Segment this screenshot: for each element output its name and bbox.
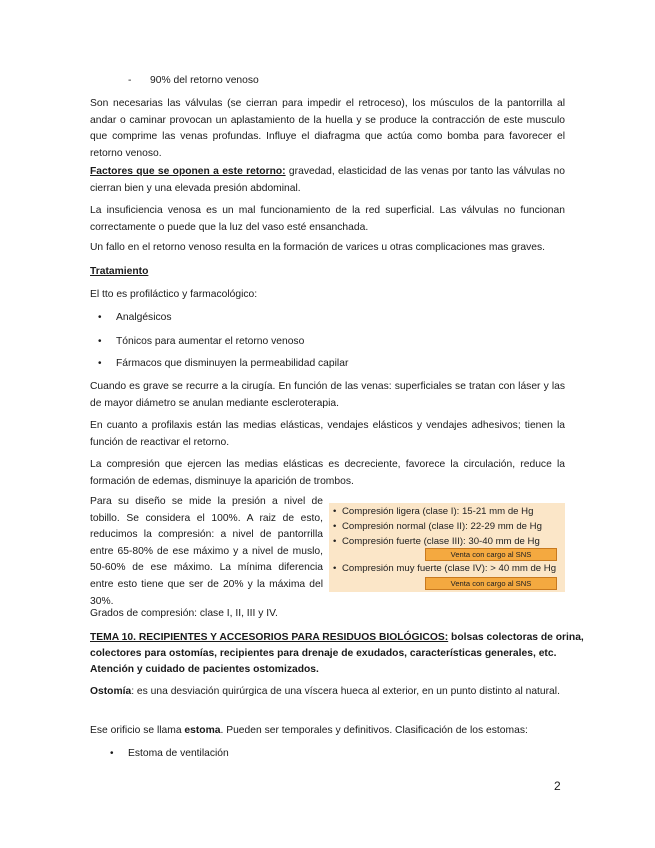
list-item-text: Estoma de ventilación <box>128 748 229 759</box>
compression-item <box>333 562 556 576</box>
sns-badge: Venta con cargo al SNS <box>425 548 557 561</box>
paragraph-tto: El tto es profiláctico y farmacológico: <box>90 289 258 300</box>
tema-rest: bolsas colectoras de orina, <box>448 632 584 643</box>
estoma-pre: Ese orificio se llama <box>90 725 185 736</box>
compression-item <box>333 505 533 519</box>
list-item-text: Fármacos que disminuyen la permeabilidad capilar <box>116 358 349 369</box>
paragraph-compresion: La compresión que ejercen las medias elásticas es decreciente, favorece la circulación, reduce la formación de edemas, disminuye la aparición de trombos. <box>90 459 565 487</box>
paragraph-cirugia: Cuando es grave se recurre a la cirugía. En función de las venas: superficiales se tratan con láser y las de mayor diámetro se anulan mediante escleroterapia. <box>90 381 565 409</box>
paragraph-insuficiencia: La insuficiencia venosa es un mal funcionamiento de la red superficial. Las válvulas no funcionan correctamente o puede que la luz del vaso esté ensanchada. <box>90 205 565 233</box>
compression-item <box>333 520 542 534</box>
tema-line-3: Atención y cuidado de pacientes ostomizados. <box>90 664 319 675</box>
dash-item-text: 90% del retorno venoso <box>150 75 259 86</box>
paragraph-valvulas: Son necesarias las válvulas (se cierran para impedir el retroceso), los músculos de la pantorrilla al andar o caminar provocan un aplastamiento de la huella y se produce la contracción de este musculo que comprime las venas profundas. Influye el diafragma que actúa como bomba para favorecer el retorno venoso. <box>90 98 565 159</box>
bullet-icon: • <box>333 506 337 517</box>
compression-item-text: Compresión ligera (clase I): 15-21 mm de Hg <box>342 506 534 517</box>
ostomia-term: Ostomía <box>90 686 132 697</box>
ostomia-text: : es una desviación quirúrgica de una víscera hueca al exterior, en un punto distinto al natural. <box>131 686 560 697</box>
paragraph-ostomia <box>90 684 565 701</box>
bullet-icon: • <box>333 536 337 547</box>
dash-list-item <box>128 73 259 90</box>
paragraph-diseno: Para su diseño se mide la presión a nivel de tobillo. Se considera el 100%. A raiz de esto, reducimos la compresión: a nivel de pantorrilla entre 65-80% de ese máximo y a nivel de muslo, 50-60% de ese máximo. La mínima diferencia entre esto tiene que ser de 20% y la máxima del 30%. <box>90 496 323 607</box>
list-item-text: Analgésicos <box>116 312 172 323</box>
sns-badge: Venta con cargo al SNS <box>425 577 557 590</box>
compression-item <box>333 535 540 549</box>
tema-line-1 <box>90 630 584 647</box>
estoma-post: . Pueden ser temporales y definitivos. Clasificación de los estomas: <box>220 725 528 736</box>
bullet-icon: • <box>333 521 337 532</box>
compression-item-text: Compresión normal (clase II): 22-29 mm de Hg <box>342 521 542 532</box>
paragraph-factores <box>90 164 565 197</box>
compression-item-text: Compresión fuerte (clase III): 30-40 mm de Hg <box>342 536 540 547</box>
paragraph-estoma <box>90 723 528 740</box>
factores-label: Factores que se oponen a este retorno: <box>90 166 286 177</box>
heading-tratamiento: Tratamiento <box>90 266 149 277</box>
paragraph-profilaxis: En cuanto a profilaxis están las medias elásticas, vendajes elásticos y vendajes adhesivos; tienen la función de reactivar el retorno. <box>90 420 565 448</box>
list-item-text: Tónicos para aumentar el retorno venoso <box>116 336 305 347</box>
page-number: 2 <box>554 779 561 793</box>
compression-classes-figure <box>329 503 565 592</box>
bullet-icon: • <box>98 358 102 369</box>
paragraph-fallo: Un fallo en el retorno venoso resulta en la formación de varices u otras complicaciones mas graves. <box>90 242 546 253</box>
bullet-icon: • <box>98 336 102 347</box>
compression-item-text: Compresión muy fuerte (clase IV): > 40 mm de Hg <box>342 563 557 574</box>
bullet-icon: • <box>333 563 337 574</box>
paragraph-grados: Grados de compresión: clase I, II, III y IV. <box>90 608 278 619</box>
estoma-term: estoma <box>184 725 221 736</box>
dash-marker: - <box>128 75 132 86</box>
bullet-icon: • <box>98 312 102 323</box>
tema-title: TEMA 10. RECIPIENTES Y ACCESORIOS PARA RESIDUOS BIOLÓGICOS: <box>90 632 449 643</box>
factores-text: gravedad, elasticidad de las venas por tanto las válvulas no cierran bien y una elevada presión abdominal. <box>90 166 565 194</box>
tema-line-2: colectores para ostomías, recipientes para drenaje de exudados, características generales, etc. <box>90 648 557 659</box>
bullet-icon: • <box>110 748 114 759</box>
